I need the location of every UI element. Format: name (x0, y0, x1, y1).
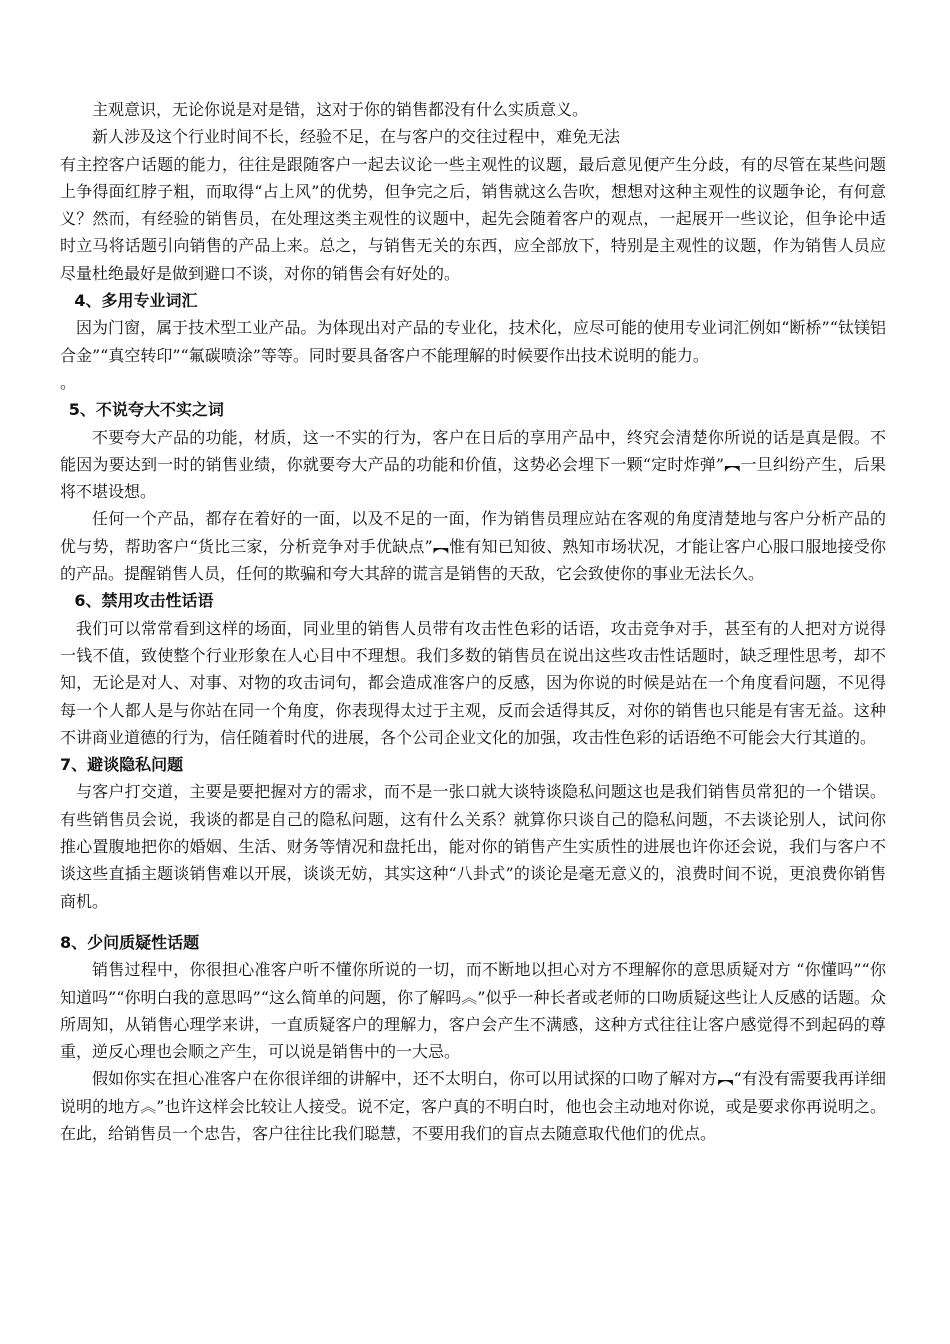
section-heading-5: 5、不说夸大不实之词 (68, 400, 224, 420)
paragraph-intro-1: 主观意识，无论你说是对是错，这对于你的销售都没有什么实质意义。 (92, 100, 589, 119)
paragraph-intro-3: 有主控客户话题的能力，往往是跟随客户一起去议论一些主观性的议题，最后意见便产生分歧，有的尽管在某些问题上争得面红脖子粗，而取得“占上风”的优势，但争完之后，销售就这么告吹，想想对这种主观性的议题争论，有何意义？然而，有经验的销售员，在处理这类主观性的议题中，起先会随着客户的观点，一起展开一些议论，但争论中适时立马将话题引向销售的产品上来。总之，与销售无关的东西，应全部放下，特别是主观性的议题，作为销售人员应尽量杜绝最好是做到避口不谈，对你的销售会有好处的。 (60, 154, 886, 283)
document-page (60, 96, 886, 1147)
paragraph-section-7: 与客户打交道，主要是要把握对方的需求，而不是一张口就大谈特谈隐私问题这也是我们销售员常犯的一个错误。有些销售员会说，我谈的都是自己的隐私问题，这有什么关系？就算你只谈自己的隐私问题，不去谈论别人，试问你推心置腹地把你的婚姻、生活、财务等情况和盘托出，能对你的销售产生实质性的进展也许你还会说，我们与客户不谈这些直插主题谈销售难以开展，谈谈无妨，其实这种“八卦式”的谈论是毫无意义的，浪费时间不说，更浪费你销售商机。 (60, 782, 886, 911)
section-heading-7: 7、避谈隐私问题 (60, 755, 184, 775)
paragraph-section-5-a: 不要夸大产品的功能，材质，这一不实的行为，客户在日后的享用产品中，终究会清楚你所说的话是真是假。不能因为要达到一时的销售业绩，你就要夸大产品的功能和价值，这势必会埋下一颗“定时炸弹”︻一旦纠纷产生，后果将不堪设想。 (60, 427, 886, 502)
paragraph-section-8-b: 假如你实在担心准客户在你很详细的讲解中，还不太明白，你可以用试探的口吻了解对方︻“有没有需要我再详细说明的地方︽”也许这样会比较让人接受。说不定，客户真的不明白时，他也会主动地对你说，或是要求你再说明之。在此，给销售员一个忠告，客户往往比我们聪慧，不要用我们的盲点去随意取代他们的优点。 (60, 1069, 886, 1143)
paragraph-section-5-b: 任何一个产品，都存在着好的一面，以及不足的一面，作为销售员理应站在客观的角度清楚地与客户分析产品的优与势，帮助客户“货比三家，分析竞争对手优缺点”︻惟有知已知彼、熟知市场状况，才能让客户心服口服地接受你的产品。提醒销售人员，任何的欺骗和夸大其辞的谎言是销售的天敌，它会致使你的事业无法长久。 (60, 509, 886, 584)
paragraph-intro-2: 新人涉及这个行业时间不长，经验不足，在与客户的交往过程中，难免无法 (92, 127, 621, 147)
paragraph-section-6: 我们可以常常看到这样的场面，同业里的销售人员带有攻击性色彩的话语，攻击竞争对手，甚至有的人把对方说得一钱不值，致使整个行业形象在人心目中不理想。我们多数的销售员在说出这些攻击性话题时，缺乏理性思考，却不知，无论是对人、对事、对物的攻击词句，都会造成准客户的反感，因为你说的时候是站在一个角度看问题，不见得每一个人都人是与你站在同一个角度，你表现得太过于主观，反而会适得其反，对你的销售也只能是有害无益。这种不讲商业道德的行为，信任随着时代的进展，各个公司企业文化的加强，攻击性色彩的话语绝不可能会大行其道的。 (60, 618, 886, 747)
section-heading-4: 4、多用专业词汇 (74, 291, 198, 311)
section-heading-8: 8、少问质疑性话题 (60, 932, 200, 952)
section-heading-6: 6、禁用攻击性话语 (74, 591, 214, 611)
paragraph-section-8-a: 销售过程中，你很担心准客户听不懂你所说的一切，而不断地以担心对方不理解你的意思质疑对方 “你懂吗”“你知道吗”“你明白我的意思吗”“这么简单的问题，你了解吗︽”似乎一种长者或老师的口吻质疑这些让人反感的话题。众所周知，从销售心理学来讲，一直质疑客户的理解力，客户会产生不满感，这种方式往往让客户感觉得不到起码的尊重，逆反心理也会顺之产生，可以说是销售中的一大忌。 (60, 960, 886, 1062)
spacer (60, 915, 886, 929)
paragraph-section-4: 因为门窗，属于技术型工业产品。为体现出对产品的专业化，技术化，应尽可能的使用专业词汇例如“断桥”“钛镁铝合金”“真空转印”“氟碳喷涂”等等。同时要具备客户不能理解的时候要作出技术说明的能力。 (60, 318, 886, 365)
paragraph-stray-period: 。 (60, 372, 77, 392)
